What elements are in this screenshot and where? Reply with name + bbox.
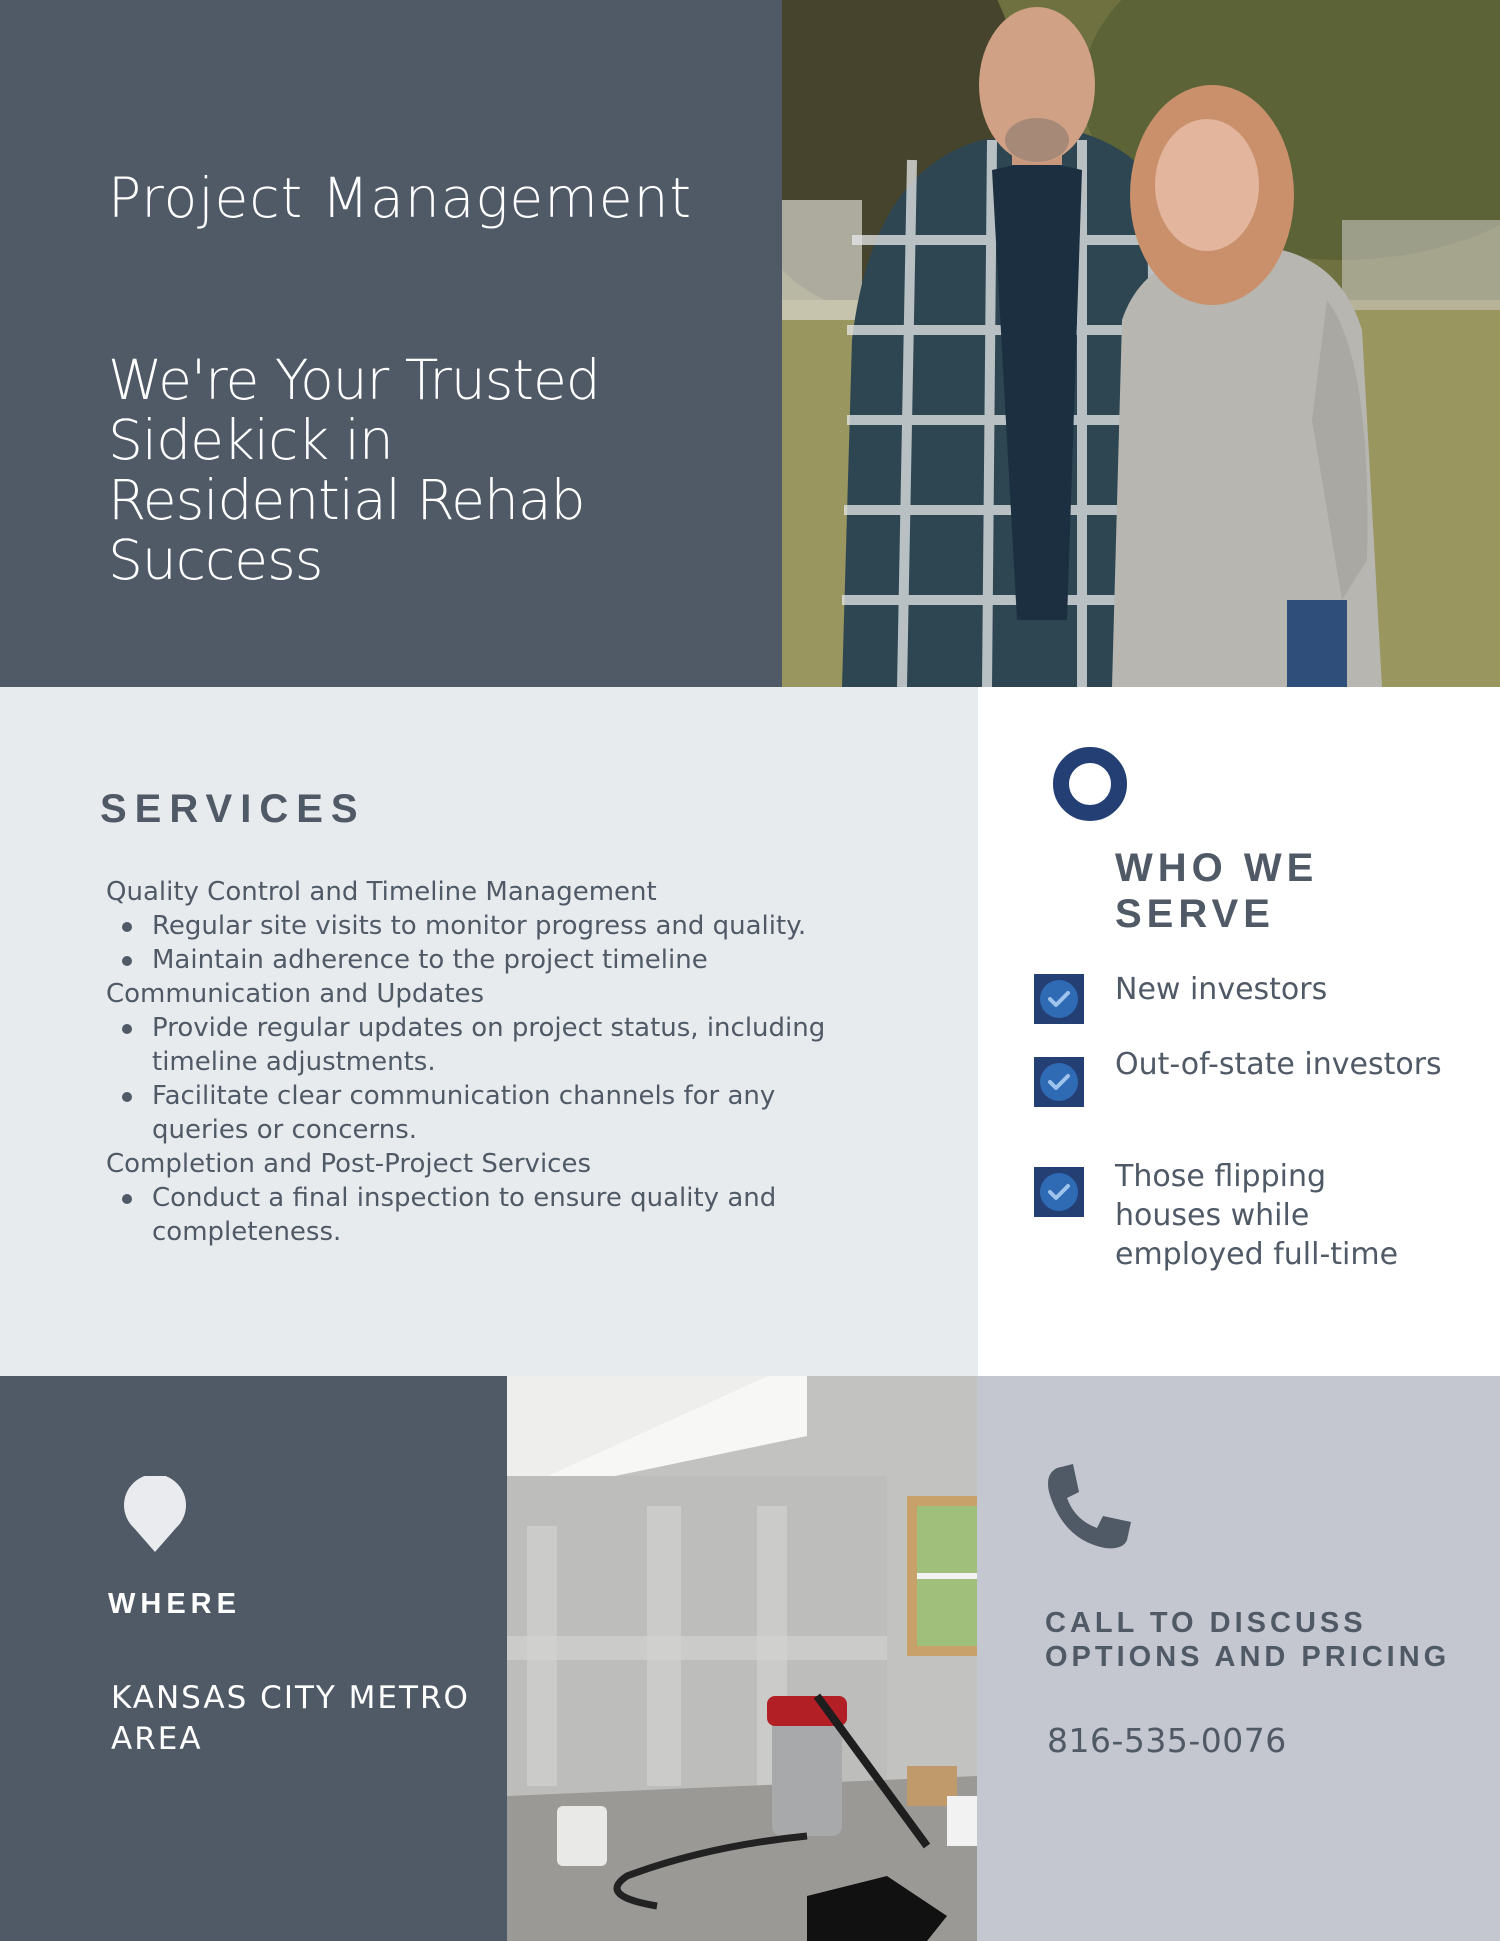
list-item: Regular site visits to monitor progress and quality. [106, 909, 866, 943]
hero-panel [0, 0, 782, 687]
services-group-items [106, 1011, 866, 1147]
renovation-photo [507, 1376, 977, 1941]
phone-icon [1043, 1462, 1133, 1552]
list-item: Conduct a final inspection to ensure quality and completeness. [106, 1181, 866, 1249]
couple-photo-illustration [782, 0, 1500, 687]
list-item: Maintain adherence to the project timeline [106, 943, 866, 977]
check-icon [1034, 974, 1084, 1024]
list-item: Provide regular updates on project status, including timeline adjustments. [106, 1011, 866, 1079]
contact-section [977, 1376, 1500, 1941]
services-group-items [106, 909, 866, 977]
where-value: KANSAS CITY METRO AREA [111, 1680, 470, 1757]
services-section [0, 687, 978, 1376]
services-list [106, 875, 866, 1249]
services-heading: SERVICES [100, 787, 366, 831]
page-title: Project Management [108, 166, 693, 230]
hero-photo [782, 0, 1500, 687]
services-group-title: Completion and Post-Project Services [106, 1149, 591, 1179]
check-icon [1034, 1167, 1084, 1217]
renovation-room-illustration [507, 1376, 977, 1941]
location-pin-icon [122, 1476, 188, 1552]
where-section [0, 1376, 507, 1941]
where-heading: WHERE [108, 1588, 241, 1620]
check-icon [1034, 1057, 1084, 1107]
list-item: Facilitate clear communication channels for any queries or concerns. [106, 1079, 866, 1147]
phone-number[interactable]: 816-535-0076 [1047, 1721, 1287, 1760]
call-heading: CALL TO DISCUSS OPTIONS AND PRICING [1045, 1607, 1451, 1673]
services-group-title: Quality Control and Timeline Management [106, 877, 657, 907]
services-group-items [106, 1181, 866, 1249]
services-group-title: Communication and Updates [106, 979, 485, 1009]
who-we-serve-heading: WHO WE SERVE [1115, 846, 1319, 936]
who-we-serve-section [978, 687, 1500, 1376]
ring-icon [1053, 747, 1127, 821]
serve-item-label: New investors [1115, 972, 1328, 1007]
serve-item-label: Out-of-state investors [1115, 1047, 1442, 1082]
hero-tagline: We're Your Trusted Sidekick in Residential Rehab Success [108, 348, 600, 592]
serve-item-label: Those flipping houses while employed full-time [1115, 1159, 1399, 1272]
